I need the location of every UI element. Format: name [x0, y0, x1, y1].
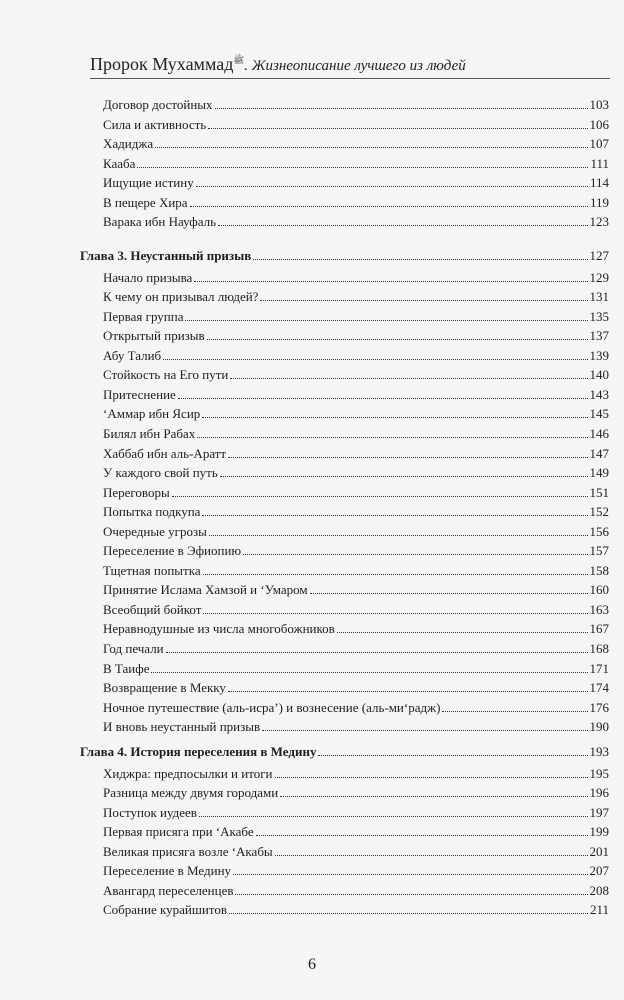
toc-entry	[103, 862, 609, 880]
toc-entry-title: Хиджра: предпосылки и итоги	[103, 765, 273, 781]
toc-entry-title: Переговоры	[103, 484, 170, 500]
toc-entry	[103, 445, 609, 463]
dot-leader	[256, 824, 588, 836]
toc-entry-title: Великая присяга возле ‘Акабы	[103, 843, 273, 859]
toc-entry-title: Год печали	[103, 640, 164, 656]
toc-entry-page-number: 137	[589, 328, 609, 344]
toc-entry	[103, 542, 609, 560]
toc-entry-title: Поступок иудеев	[103, 804, 197, 820]
dot-leader	[253, 248, 587, 260]
dot-leader	[220, 465, 588, 477]
toc-entry-page-number: 197	[589, 804, 609, 820]
toc-entry	[103, 601, 609, 619]
dot-leader	[208, 117, 587, 129]
toc-entry	[103, 366, 609, 384]
dot-leader	[202, 406, 587, 418]
dot-leader	[235, 883, 587, 895]
toc-entry	[103, 155, 609, 173]
toc-entry-title: Открытый призыв	[103, 328, 205, 344]
toc-entry	[103, 194, 609, 212]
dot-leader	[196, 175, 588, 187]
toc-entry	[103, 699, 609, 717]
toc-entry	[103, 581, 609, 599]
dot-leader	[197, 426, 587, 438]
dot-leader	[230, 367, 587, 379]
toc-entry	[103, 347, 609, 365]
page-number: 6	[308, 956, 316, 973]
toc-entry	[103, 386, 609, 404]
toc-entry-page-number: 146	[589, 425, 609, 441]
toc-entry-page-number: 103	[589, 97, 609, 112]
toc-entry	[103, 679, 609, 697]
toc-entry-title: К чему он призывал людей?	[103, 289, 259, 305]
toc-entry-page-number: 139	[589, 347, 609, 363]
toc-entry	[103, 620, 609, 638]
toc-entry	[103, 901, 609, 919]
toc-entry-title: У каждого свой путь	[103, 465, 218, 480]
toc-entry	[103, 174, 609, 192]
toc-entry	[103, 425, 609, 443]
dot-leader	[190, 195, 588, 207]
dot-leader	[178, 387, 588, 399]
toc-entry	[103, 464, 609, 482]
toc-entry-page-number: 207	[589, 863, 609, 879]
dot-leader	[172, 485, 588, 497]
toc-entry-page-number: 123	[589, 214, 609, 230]
toc-entry-title: Билял ибн Рабах	[103, 425, 196, 441]
toc-entry-title: Договор достойных	[103, 97, 213, 112]
toc-entry	[103, 843, 609, 861]
dot-leader	[260, 289, 587, 301]
toc-entry	[103, 269, 609, 287]
toc-entry-page-number: 127	[589, 248, 609, 263]
toc-entry-title: Начало призыва	[103, 269, 193, 285]
toc-entry-page-number: 140	[589, 367, 609, 383]
toc-entry-page-number: 151	[589, 484, 609, 500]
dot-leader	[442, 700, 587, 712]
toc-entry	[103, 327, 609, 345]
toc-entry-title: Глава 3. Неустанный призыв	[80, 248, 252, 263]
toc-entry-page-number: 114	[589, 175, 609, 191]
dot-leader	[275, 766, 588, 778]
dot-leader	[207, 328, 588, 340]
toc-entry-page-number: 106	[589, 116, 609, 132]
dot-leader	[166, 641, 588, 653]
toc-entry	[103, 523, 609, 541]
toc-entry-page-number: 160	[589, 582, 609, 598]
toc-entry	[103, 135, 609, 153]
toc-entry-title: В пещере Хира	[103, 194, 188, 210]
toc-entry-page-number: 167	[589, 621, 609, 637]
toc-entry-page-number: 158	[589, 562, 609, 578]
dot-leader	[228, 680, 588, 692]
toc-entry	[103, 116, 609, 134]
dot-leader	[209, 524, 588, 536]
toc-entry-page-number: 111	[590, 155, 609, 171]
dot-leader	[151, 661, 587, 673]
toc-entry-page-number: 145	[589, 406, 609, 422]
toc-entry-title: Ночное путешествие (аль-исра’) и вознесение (аль-ми‘радж)	[103, 699, 441, 715]
toc-entry-title: Авангард переселенцев	[103, 882, 234, 898]
toc-entry-title: Переселение в Медину	[103, 863, 232, 879]
toc-entry-title: Попытка подкупа	[103, 504, 201, 520]
toc-entry-page-number: 195	[589, 765, 609, 781]
dot-leader	[215, 97, 588, 109]
toc-entry-title: И вновь неустанный призыв	[103, 719, 261, 735]
toc-entry-page-number: 201	[589, 843, 609, 859]
honorific-mark: ﷺ	[233, 55, 245, 65]
dot-leader	[137, 156, 588, 168]
toc-entry-title: В Таифе	[103, 660, 150, 676]
toc-entry-page-number: 157	[589, 543, 609, 559]
toc-entry-title: Собрание курайшитов	[103, 902, 227, 918]
toc-entry	[103, 562, 609, 580]
book-subtitle: . Жизнеописание лучшего из людей	[244, 58, 466, 74]
toc-entry-title: Сила и активность	[103, 116, 207, 132]
toc-entry-page-number: 129	[589, 269, 609, 285]
toc-entry-title: Разница между двумя городами	[103, 785, 279, 800]
toc-entry-page-number: 131	[589, 289, 609, 305]
toc-entry-page-number: 174	[589, 680, 609, 695]
toc-entry	[103, 308, 609, 326]
toc-entry-title: Переселение в Эфиопию	[103, 543, 242, 559]
toc-entry-page-number: 135	[589, 308, 609, 324]
book-title: Пророк Мухаммад	[90, 54, 234, 74]
toc-entry-title: Абу Талиб	[103, 347, 162, 363]
toc-entry-page-number: 176	[589, 699, 609, 715]
dot-leader	[202, 504, 587, 516]
toc-entry	[103, 484, 609, 502]
toc-entry-page-number: 119	[589, 194, 609, 210]
toc-entry-title: Хаббаб ибн аль-Аратт	[103, 445, 227, 461]
toc-entry-page-number: 147	[589, 445, 609, 461]
toc-entry-page-number: 143	[589, 386, 609, 402]
toc-entry	[103, 882, 609, 900]
toc-entry	[103, 823, 609, 841]
dot-leader	[185, 309, 587, 321]
dot-leader	[337, 621, 588, 633]
dot-leader	[318, 744, 587, 756]
toc-entry-page-number: 211	[589, 902, 609, 918]
toc-entry	[103, 503, 609, 521]
toc-entry-page-number: 168	[589, 640, 609, 656]
dot-leader	[203, 563, 588, 575]
toc-entry-title: Притеснение	[103, 386, 176, 402]
toc-chapter-heading	[80, 247, 609, 265]
toc-entry	[103, 640, 609, 658]
toc-entry	[103, 784, 609, 802]
dot-leader	[243, 543, 587, 555]
toc-entry-title: Первая группа	[103, 308, 184, 324]
toc-entry	[103, 718, 609, 736]
toc-entry	[103, 288, 609, 306]
toc-entry-title: Тщетная попытка	[103, 562, 201, 578]
dot-leader	[163, 348, 587, 360]
dot-leader	[310, 582, 588, 594]
toc-entry-title: Возвращение в Мекку	[103, 680, 226, 695]
dot-leader	[229, 902, 588, 914]
toc-chapter-heading	[80, 743, 609, 761]
toc-entry-title: Кааба	[103, 155, 136, 171]
toc-entry-title: Принятие Ислама Хамзой и ‘Умаром	[103, 582, 308, 598]
toc-entry-page-number: 149	[589, 465, 609, 480]
toc-entry-page-number: 199	[589, 824, 609, 840]
toc-entry-title: ‘Аммар ибн Ясир	[103, 406, 201, 422]
dot-leader	[203, 602, 587, 614]
toc-entry-page-number: 107	[589, 136, 609, 152]
dot-leader	[218, 214, 587, 226]
toc-entry-page-number: 196	[589, 785, 609, 800]
toc-entry	[103, 660, 609, 678]
toc-entry-page-number: 171	[589, 660, 609, 676]
toc-entry-page-number: 208	[589, 882, 609, 898]
dot-leader	[262, 719, 587, 731]
toc-entry-title: Стойкость на Его пути	[103, 367, 229, 383]
toc-entry	[103, 804, 609, 822]
dot-leader	[194, 270, 587, 282]
toc-entry-title: Очередные угрозы	[103, 523, 207, 539]
toc-entry-title: Неравнодушные из числа многобожников	[103, 621, 335, 637]
dot-leader	[199, 805, 588, 817]
toc-entry-title: Ищущие истину	[103, 175, 194, 191]
dot-leader	[228, 446, 587, 458]
dot-leader	[155, 136, 587, 148]
toc-entry	[103, 96, 609, 114]
toc-entry-page-number: 156	[589, 523, 609, 539]
toc-entry-page-number: 163	[589, 601, 609, 617]
toc-entry-title: Хадиджа	[103, 136, 154, 152]
toc-entry-page-number: 190	[589, 719, 609, 735]
toc-entry-title: Глава 4. История переселения в Медину	[80, 744, 317, 759]
dot-leader	[233, 863, 587, 875]
toc-entry	[103, 213, 609, 231]
toc-entry-title: Варака ибн Науфаль	[103, 214, 217, 230]
toc-entry	[103, 765, 609, 783]
toc-entry-page-number: 193	[589, 744, 609, 759]
dot-leader	[275, 844, 588, 856]
toc-entry-page-number: 152	[589, 504, 609, 520]
toc-entry-title: Первая присяга при ‘Акабе	[103, 824, 254, 840]
toc-entry-title: Всеобщий бойкот	[103, 601, 202, 617]
dot-leader	[280, 785, 587, 797]
toc-entry	[103, 405, 609, 423]
